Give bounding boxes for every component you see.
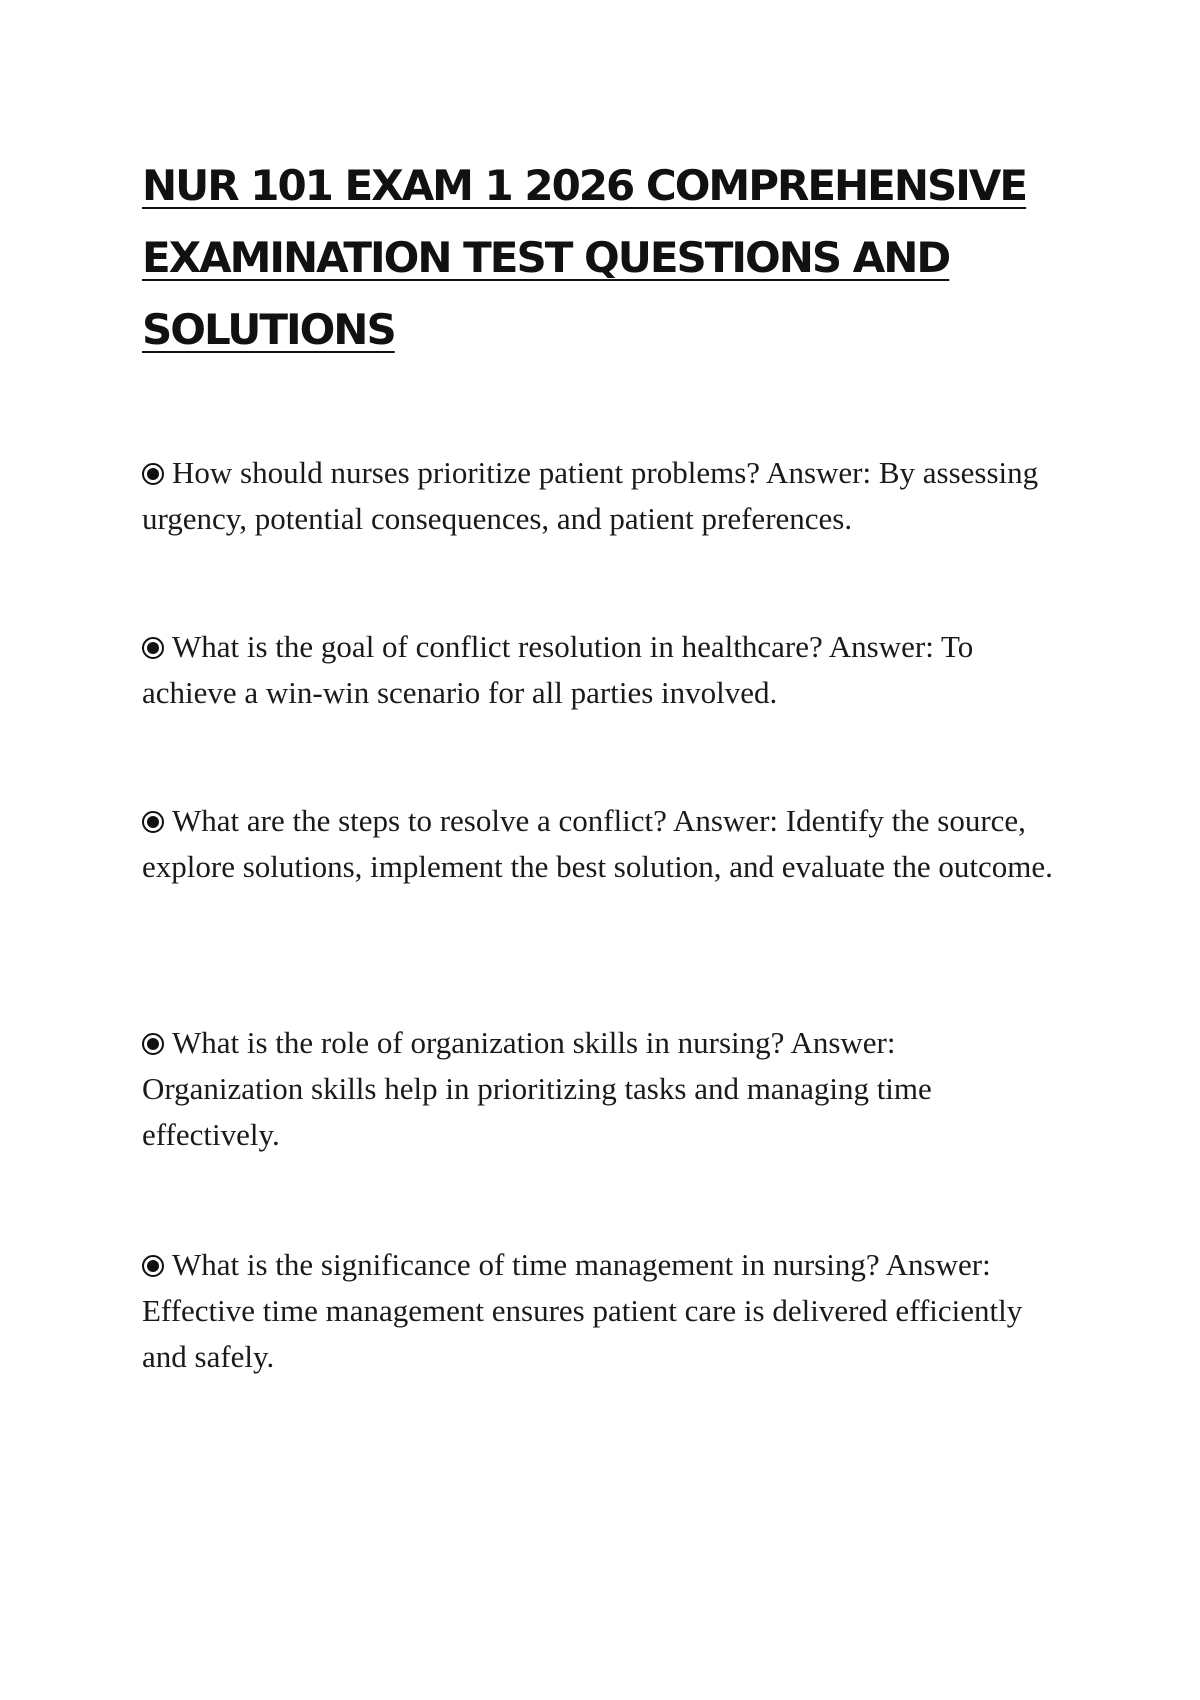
radio-bullet-icon	[142, 637, 164, 659]
list-item	[142, 798, 1062, 1020]
radio-bullet-icon	[142, 1033, 164, 1055]
list-item	[142, 450, 1062, 624]
list-item	[142, 624, 1062, 798]
list-item	[142, 1242, 1062, 1392]
question-answer-text: What is the goal of conflict resolution in healthcare? Answer: To achieve a win-win scenario for all parties involved.	[142, 629, 974, 710]
list-item	[142, 1020, 1062, 1242]
question-answer-list	[142, 450, 1062, 1392]
question-answer-text: What is the role of organization skills in nursing? Answer: Organization skills help in prioritizing tasks and managing time effectively.	[142, 1025, 932, 1152]
document-title: NUR 101 EXAM 1 2026 COMPREHENSIVE EXAMINATION TEST QUESTIONS AND SOLUTIONS	[142, 161, 1027, 354]
question-answer-text: How should nurses prioritize patient problems? Answer: By assessing urgency, potential consequences, and patient preferences.	[142, 455, 1039, 536]
question-answer-text: What is the significance of time management in nursing? Answer: Effective time management ensures patient care is delivered efficiently and safely.	[142, 1247, 1023, 1374]
radio-bullet-icon	[142, 463, 164, 485]
question-answer-text: What are the steps to resolve a conflict? Answer: Identify the source, explore solutions, implement the best solution, and evaluate the outcome.	[142, 803, 1053, 884]
radio-bullet-icon	[142, 1255, 164, 1277]
radio-bullet-icon	[142, 811, 164, 833]
